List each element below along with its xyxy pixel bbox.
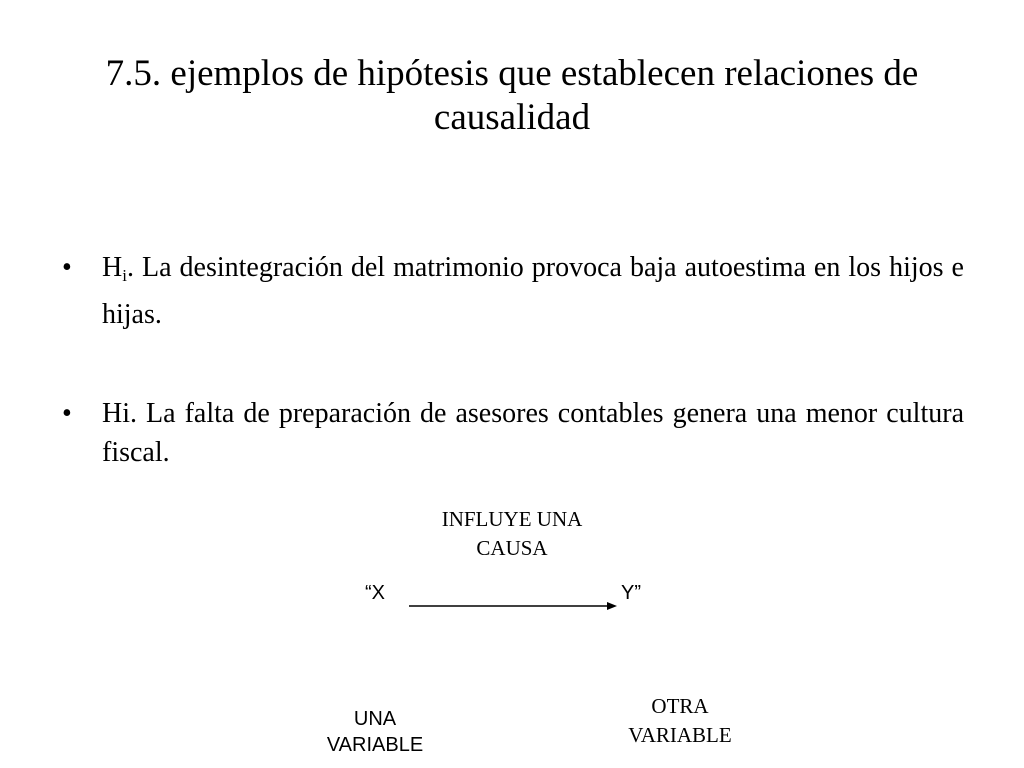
- hypothesis-item: [62, 394, 964, 472]
- hypothesis-text: . La desintegración del matrimonio provoca baja autoestima en los hijos e hijas.: [102, 252, 964, 330]
- x-variable-label: “X: [365, 582, 385, 604]
- one-variable-label: [285, 706, 465, 758]
- hypothesis-label: H: [102, 252, 123, 283]
- slide-title: 7.5. ejemplos de hipótesis que establecen relaciones de causalidad: [105, 53, 919, 138]
- hypothesis-text: Hi. La falta de preparación de asesores contables genera una menor cultura fiscal.: [102, 398, 964, 468]
- other-variable-line-1: OTRA: [651, 694, 709, 718]
- hypothesis-list: [62, 248, 964, 532]
- influence-label-line-2: CAUSA: [476, 536, 548, 560]
- bullet-icon: •: [62, 398, 72, 429]
- hypothesis-item: [62, 248, 964, 334]
- one-variable-line-1: UNA: [353, 708, 397, 730]
- other-variable-label: [590, 692, 770, 750]
- influence-label: [412, 505, 612, 563]
- causal-arrow: [405, 596, 625, 616]
- one-variable-line-2: VARIABLE: [326, 734, 424, 756]
- bullet-icon: •: [62, 252, 72, 283]
- influence-label-line-1: INFLUYE UNA: [441, 507, 583, 531]
- y-variable-label: Y”: [621, 582, 641, 604]
- hypothesis-label-subscript: i: [122, 266, 127, 285]
- other-variable-line-2: VARIABLE: [628, 723, 732, 747]
